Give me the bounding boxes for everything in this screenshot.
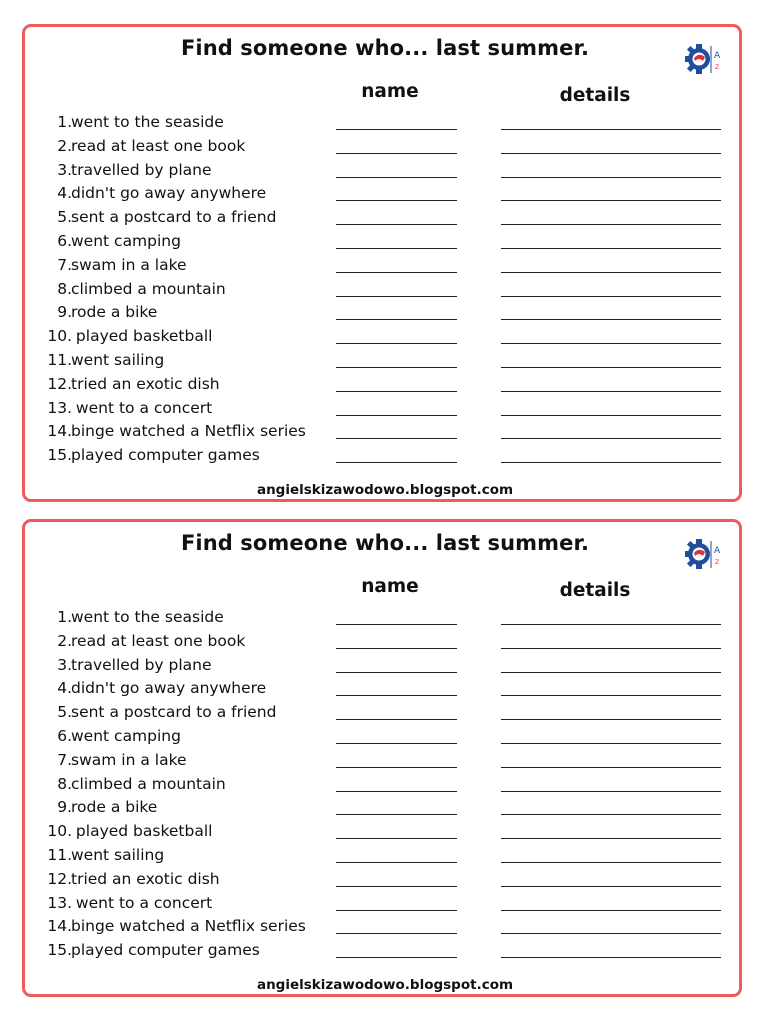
item-text: binge watched a Netflix series [71,422,306,441]
details-answer-line[interactable] [501,648,721,649]
item-number: 14. [47,917,72,936]
item-text: tried an exotic dish [71,869,220,888]
name-answer-line[interactable] [336,438,457,439]
item-number: 11. [47,846,72,864]
details-answer-line[interactable] [501,886,721,887]
details-answer-line[interactable] [501,838,721,839]
item-number: 11. [47,351,72,369]
name-answer-line[interactable] [336,814,457,815]
details-answer-line[interactable] [501,624,721,625]
list-item [25,678,745,702]
details-answer-line[interactable] [501,367,721,368]
item-number: 8. [57,774,72,793]
list-item [25,374,745,398]
logo-letter-z: Z [715,559,720,566]
list-item [25,302,745,326]
name-answer-line[interactable] [336,177,457,178]
details-answer-line[interactable] [501,695,721,696]
logo-letter-z: Z [715,64,720,71]
list-item [25,845,745,869]
logo-letter-a: A [714,546,721,556]
list-item [25,398,745,422]
item-number: 15. [47,446,72,465]
name-answer-line[interactable] [336,886,457,887]
item-number: 1. [57,113,72,131]
details-answer-line[interactable] [501,343,721,344]
details-answer-line[interactable] [501,200,721,201]
list-item [25,774,745,798]
item-number: 6. [57,232,72,250]
details-column-header: details [559,580,631,601]
footer-url: angielskizawodowo.blogspot.com [256,977,514,993]
item-number: 7. [57,255,72,274]
details-answer-line[interactable] [501,767,721,768]
name-answer-line[interactable] [336,695,457,696]
item-number: 13. [47,893,72,912]
name-answer-line[interactable] [336,648,457,649]
item-text: went to a concert [71,893,213,912]
worksheet-card-bottom [22,519,742,997]
name-answer-line[interactable] [336,838,457,839]
item-number: 12. [47,869,72,888]
item-number: 3. [57,160,72,179]
name-answer-line[interactable] [336,624,457,625]
worksheet-card-top [22,24,742,502]
details-answer-line[interactable] [501,814,721,815]
details-answer-line[interactable] [501,791,721,792]
item-number: 6. [57,727,72,745]
details-answer-line[interactable] [501,153,721,154]
list-item [25,726,745,750]
item-text: played computer games [71,941,260,960]
item-number: 15. [47,941,72,960]
item-number: 5. [57,208,72,227]
item-text: climbed a mountain [71,279,226,298]
list-item [25,869,745,893]
details-answer-line[interactable] [501,415,721,416]
name-answer-line[interactable] [336,791,457,792]
details-answer-line[interactable] [501,129,721,130]
list-item [25,231,745,255]
name-answer-line[interactable] [336,933,457,934]
name-answer-line[interactable] [336,462,457,463]
details-answer-line[interactable] [501,177,721,178]
item-text: sent a postcard to a friend [71,703,277,722]
item-text: went camping [71,727,181,745]
list-item [25,326,745,350]
details-answer-line[interactable] [501,719,721,720]
item-text: climbed a mountain [71,774,226,793]
item-number: 5. [57,703,72,722]
item-text: went camping [71,232,181,250]
item-number: 13. [47,398,72,417]
details-answer-line[interactable] [501,862,721,863]
list-item [25,916,745,940]
item-text: didn't go away anywhere [71,679,267,698]
item-number: 3. [57,655,72,674]
item-text: read at least one book [71,136,246,155]
item-text: went to the seaside [71,113,224,131]
item-number: 2. [57,631,72,650]
list-item [25,750,745,774]
details-answer-line[interactable] [501,672,721,673]
item-text: went to a concert [71,398,213,417]
details-answer-line[interactable] [501,743,721,744]
details-answer-line[interactable] [501,319,721,320]
item-text: rode a bike [71,798,158,817]
logo-gear-icon [685,39,721,79]
name-answer-line[interactable] [336,224,457,225]
item-text: didn't go away anywhere [71,184,267,203]
name-column-header: name [361,81,419,102]
footer-url: angielskizawodowo.blogspot.com [256,482,514,498]
item-number: 9. [57,303,72,322]
list-item [25,421,745,445]
list-item [25,797,745,821]
list-item [25,607,745,631]
list-item [25,655,745,679]
name-answer-line[interactable] [336,153,457,154]
item-number: 1. [57,608,72,626]
name-answer-line[interactable] [336,367,457,368]
list-item [25,702,745,726]
list-item [25,821,745,845]
details-answer-line[interactable] [501,296,721,297]
item-number: 7. [57,750,72,769]
item-number: 4. [57,184,72,203]
name-column-header: name [361,576,419,597]
item-number: 2. [57,136,72,155]
details-column-header: details [559,85,631,106]
name-answer-line[interactable] [336,296,457,297]
item-text: sent a postcard to a friend [71,208,277,227]
logo-gear-icon [685,534,721,574]
name-answer-line[interactable] [336,957,457,958]
details-answer-line[interactable] [501,933,721,934]
name-answer-line[interactable] [336,200,457,201]
item-number: 4. [57,679,72,698]
item-number: 14. [47,422,72,441]
item-text: swam in a lake [71,255,187,274]
list-item [25,207,745,231]
details-answer-line[interactable] [501,248,721,249]
details-answer-line[interactable] [501,957,721,958]
item-text: played computer games [71,446,260,465]
worksheet-title: Find someone who... last summer. [180,36,590,60]
item-number: 10. [47,327,72,346]
details-answer-line[interactable] [501,438,721,439]
item-text: went sailing [71,846,165,864]
item-text: played basketball [71,822,213,841]
item-number: 10. [47,822,72,841]
name-answer-line[interactable] [336,910,457,911]
list-item [25,255,745,279]
name-answer-line[interactable] [336,343,457,344]
worksheet-title: Find someone who... last summer. [180,531,590,555]
item-text: rode a bike [71,303,158,322]
details-answer-line[interactable] [501,462,721,463]
list-item [25,445,745,469]
item-text: travelled by plane [71,655,212,674]
item-text: swam in a lake [71,750,187,769]
item-number: 12. [47,374,72,393]
list-item [25,940,745,964]
details-answer-line[interactable] [501,910,721,911]
list-item [25,160,745,184]
item-text: played basketball [71,327,213,346]
item-number: 9. [57,798,72,817]
name-answer-line[interactable] [336,672,457,673]
logo-letter-a: A [714,51,721,61]
name-answer-line[interactable] [336,767,457,768]
name-answer-line[interactable] [336,319,457,320]
list-item [25,136,745,160]
list-item [25,183,745,207]
name-answer-line[interactable] [336,862,457,863]
list-item [25,893,745,917]
item-text: travelled by plane [71,160,212,179]
name-answer-line[interactable] [336,743,457,744]
name-answer-line[interactable] [336,129,457,130]
item-text: binge watched a Netflix series [71,917,306,936]
list-item [25,279,745,303]
item-text: went to the seaside [71,608,224,626]
name-answer-line[interactable] [336,248,457,249]
details-answer-line[interactable] [501,272,721,273]
item-text: read at least one book [71,631,246,650]
details-answer-line[interactable] [501,391,721,392]
details-answer-line[interactable] [501,224,721,225]
name-answer-line[interactable] [336,719,457,720]
item-text: went sailing [71,351,165,369]
item-number: 8. [57,279,72,298]
list-item [25,350,745,374]
item-text: tried an exotic dish [71,374,220,393]
name-answer-line[interactable] [336,391,457,392]
name-answer-line[interactable] [336,415,457,416]
name-answer-line[interactable] [336,272,457,273]
list-item [25,112,745,136]
list-item [25,631,745,655]
